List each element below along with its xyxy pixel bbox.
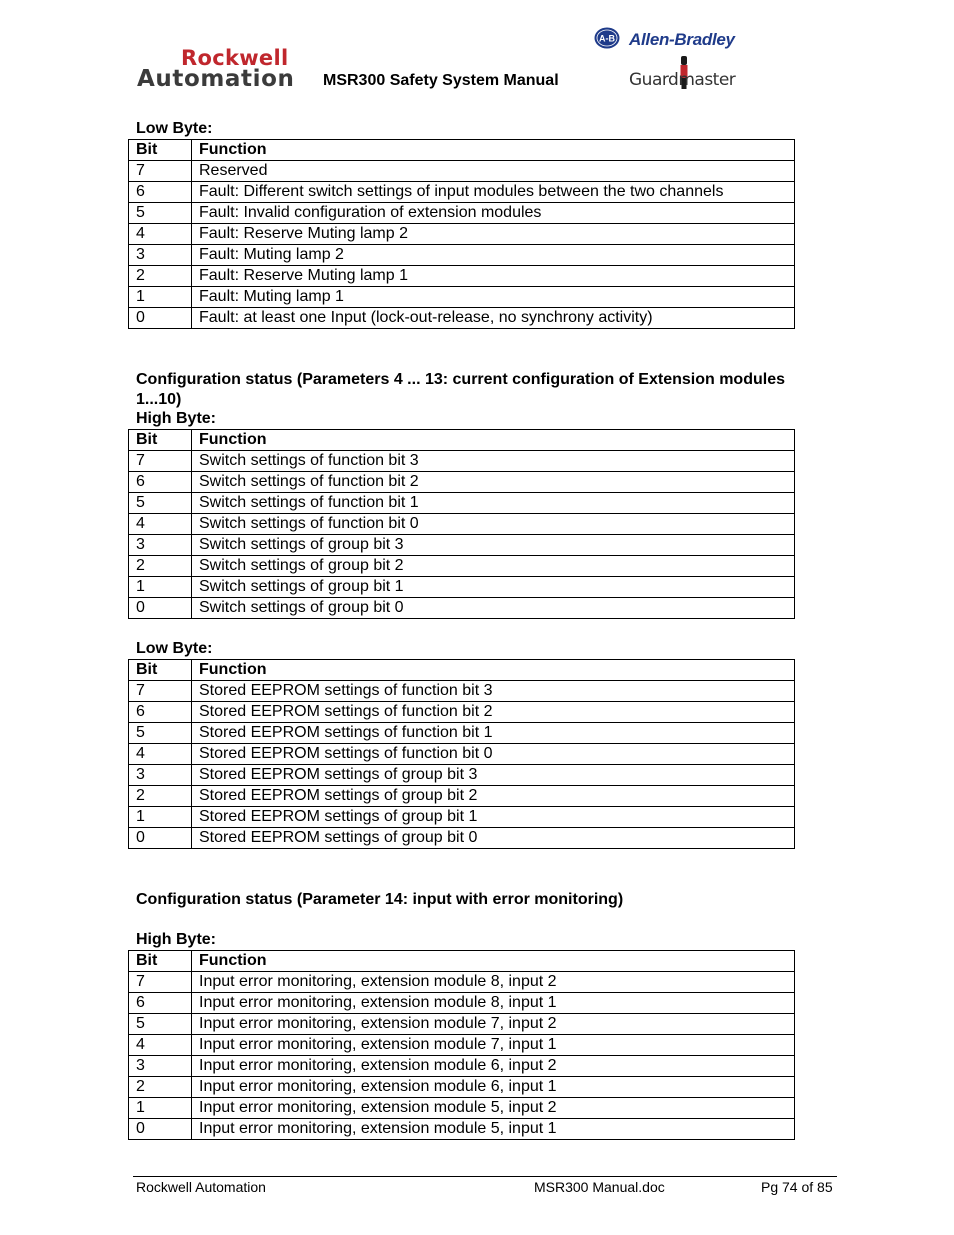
section3-high-byte-table xyxy=(128,950,795,1140)
bit-cell: 4 xyxy=(129,744,192,765)
function-cell: Switch settings of group bit 3 xyxy=(192,535,795,556)
rockwell-logo-line2: Automation xyxy=(137,66,295,92)
function-cell: Fault: Invalid configuration of extension modules xyxy=(192,203,795,224)
bit-column-header: Bit xyxy=(129,660,192,681)
table-row xyxy=(129,807,795,828)
bit-cell: 7 xyxy=(129,161,192,182)
table-row xyxy=(129,224,795,245)
function-cell: Stored EEPROM settings of group bit 0 xyxy=(192,828,795,849)
table-header-row xyxy=(129,140,795,161)
table-header-row xyxy=(129,430,795,451)
function-cell: Stored EEPROM settings of function bit 2 xyxy=(192,702,795,723)
bit-cell: 7 xyxy=(129,451,192,472)
function-cell: Input error monitoring, extension module 6, input 2 xyxy=(192,1056,795,1077)
table-row xyxy=(129,765,795,786)
table-row xyxy=(129,182,795,203)
function-cell: Switch settings of group bit 1 xyxy=(192,577,795,598)
bit-cell: 3 xyxy=(129,245,192,266)
section1-low-byte-table xyxy=(128,139,795,329)
table-row xyxy=(129,786,795,807)
table-row xyxy=(129,472,795,493)
section2-low-byte-table xyxy=(128,659,795,849)
bit-cell: 2 xyxy=(129,556,192,577)
bit-cell: 1 xyxy=(129,1098,192,1119)
function-cell: Switch settings of function bit 0 xyxy=(192,514,795,535)
bit-cell: 3 xyxy=(129,1056,192,1077)
function-cell: Switch settings of function bit 1 xyxy=(192,493,795,514)
bit-cell: 1 xyxy=(129,287,192,308)
table-row xyxy=(129,308,795,329)
function-cell: Switch settings of function bit 2 xyxy=(192,472,795,493)
guardmaster-logo xyxy=(629,56,744,92)
section3-high-byte-label: High Byte: xyxy=(136,931,216,948)
bit-cell: 0 xyxy=(129,308,192,329)
bit-cell: 7 xyxy=(129,972,192,993)
footer-company: Rockwell Automation xyxy=(136,1179,266,1195)
rockwell-logo-line1: Rockwell xyxy=(181,46,289,70)
section2-high-byte-table xyxy=(128,429,795,619)
ab-badge-text: A-B xyxy=(599,33,615,44)
table-row xyxy=(129,203,795,224)
allen-bradley-logo-text: Allen-Bradley xyxy=(629,30,735,49)
table-row xyxy=(129,1098,795,1119)
function-column-header: Function xyxy=(192,140,795,161)
function-cell: Fault: at least one Input (lock-out-release, no synchrony activity) xyxy=(192,308,795,329)
bit-column-header: Bit xyxy=(129,140,192,161)
document-title: MSR300 Safety System Manual xyxy=(323,72,559,89)
footer-page-number: Pg 74 of 85 xyxy=(761,1179,833,1195)
bit-cell: 2 xyxy=(129,786,192,807)
table-row xyxy=(129,493,795,514)
table-row xyxy=(129,681,795,702)
table-row xyxy=(129,598,795,619)
table-row xyxy=(129,577,795,598)
bit-cell: 5 xyxy=(129,203,192,224)
function-cell: Input error monitoring, extension module 7, input 2 xyxy=(192,1014,795,1035)
table-row xyxy=(129,1119,795,1140)
bit-cell: 6 xyxy=(129,993,192,1014)
bit-cell: 5 xyxy=(129,493,192,514)
table-header-row xyxy=(129,951,795,972)
table-row xyxy=(129,828,795,849)
footer-divider xyxy=(133,1176,837,1177)
table-row xyxy=(129,514,795,535)
bit-cell: 4 xyxy=(129,224,192,245)
table-row xyxy=(129,993,795,1014)
table-row xyxy=(129,266,795,287)
bit-cell: 5 xyxy=(129,723,192,744)
function-cell: Fault: Muting lamp 2 xyxy=(192,245,795,266)
function-cell: Stored EEPROM settings of function bit 3 xyxy=(192,681,795,702)
table-row xyxy=(129,744,795,765)
bit-cell: 7 xyxy=(129,681,192,702)
function-cell: Switch settings of function bit 3 xyxy=(192,451,795,472)
bit-cell: 1 xyxy=(129,577,192,598)
function-cell: Stored EEPROM settings of group bit 1 xyxy=(192,807,795,828)
function-cell: Reserved xyxy=(192,161,795,182)
section2-heading: Configuration status (Parameters 4 ... 13: current configuration of Extension modules 1...10) xyxy=(136,371,785,408)
bit-column-header: Bit xyxy=(129,951,192,972)
bit-cell: 3 xyxy=(129,765,192,786)
footer-document-name: MSR300 Manual.doc xyxy=(534,1179,665,1195)
table-row xyxy=(129,245,795,266)
table-row xyxy=(129,535,795,556)
function-cell: Stored EEPROM settings of group bit 2 xyxy=(192,786,795,807)
function-cell: Stored EEPROM settings of function bit 1 xyxy=(192,723,795,744)
bit-cell: 6 xyxy=(129,182,192,203)
section3-heading: Configuration status (Parameter 14: input with error monitoring) xyxy=(136,891,624,908)
bit-cell: 1 xyxy=(129,807,192,828)
function-cell: Input error monitoring, extension module 6, input 1 xyxy=(192,1077,795,1098)
function-cell: Input error monitoring, extension module 8, input 2 xyxy=(192,972,795,993)
bit-cell: 0 xyxy=(129,1119,192,1140)
function-cell: Input error monitoring, extension module 5, input 1 xyxy=(192,1119,795,1140)
function-cell: Switch settings of group bit 2 xyxy=(192,556,795,577)
bit-cell: 5 xyxy=(129,1014,192,1035)
function-cell: Fault: Different switch settings of input modules between the two channels xyxy=(192,182,795,203)
allen-bradley-badge-icon xyxy=(594,27,620,49)
table-row xyxy=(129,287,795,308)
function-cell: Stored EEPROM settings of group bit 3 xyxy=(192,765,795,786)
bit-cell: 0 xyxy=(129,598,192,619)
function-cell: Input error monitoring, extension module 8, input 1 xyxy=(192,993,795,1014)
function-cell: Fault: Muting lamp 1 xyxy=(192,287,795,308)
section2-low-byte-label: Low Byte: xyxy=(136,640,213,657)
guardmaster-text: Guardmaster xyxy=(629,70,736,90)
function-cell: Switch settings of group bit 0 xyxy=(192,598,795,619)
rockwell-automation-logo xyxy=(137,46,312,92)
table-row xyxy=(129,1056,795,1077)
table-row xyxy=(129,1014,795,1035)
function-column-header: Function xyxy=(192,660,795,681)
page-header xyxy=(0,0,954,110)
table-row xyxy=(129,723,795,744)
bit-cell: 6 xyxy=(129,472,192,493)
table-row xyxy=(129,702,795,723)
table-row xyxy=(129,451,795,472)
bit-cell: 4 xyxy=(129,514,192,535)
bit-cell: 0 xyxy=(129,828,192,849)
function-cell: Fault: Reserve Muting lamp 1 xyxy=(192,266,795,287)
bit-cell: 4 xyxy=(129,1035,192,1056)
function-cell: Input error monitoring, extension module 7, input 1 xyxy=(192,1035,795,1056)
bit-cell: 6 xyxy=(129,702,192,723)
function-column-header: Function xyxy=(192,951,795,972)
section2-high-byte-label: High Byte: xyxy=(136,410,216,427)
bit-cell: 2 xyxy=(129,1077,192,1098)
bit-cell: 3 xyxy=(129,535,192,556)
table-header-row xyxy=(129,660,795,681)
bit-cell: 2 xyxy=(129,266,192,287)
function-cell: Input error monitoring, extension module 5, input 2 xyxy=(192,1098,795,1119)
section1-low-byte-label: Low Byte: xyxy=(136,120,213,137)
table-row xyxy=(129,1077,795,1098)
function-column-header: Function xyxy=(192,430,795,451)
table-row xyxy=(129,556,795,577)
table-row xyxy=(129,1035,795,1056)
table-row xyxy=(129,972,795,993)
bit-column-header: Bit xyxy=(129,430,192,451)
function-cell: Fault: Reserve Muting lamp 2 xyxy=(192,224,795,245)
table-row xyxy=(129,161,795,182)
function-cell: Stored EEPROM settings of function bit 0 xyxy=(192,744,795,765)
